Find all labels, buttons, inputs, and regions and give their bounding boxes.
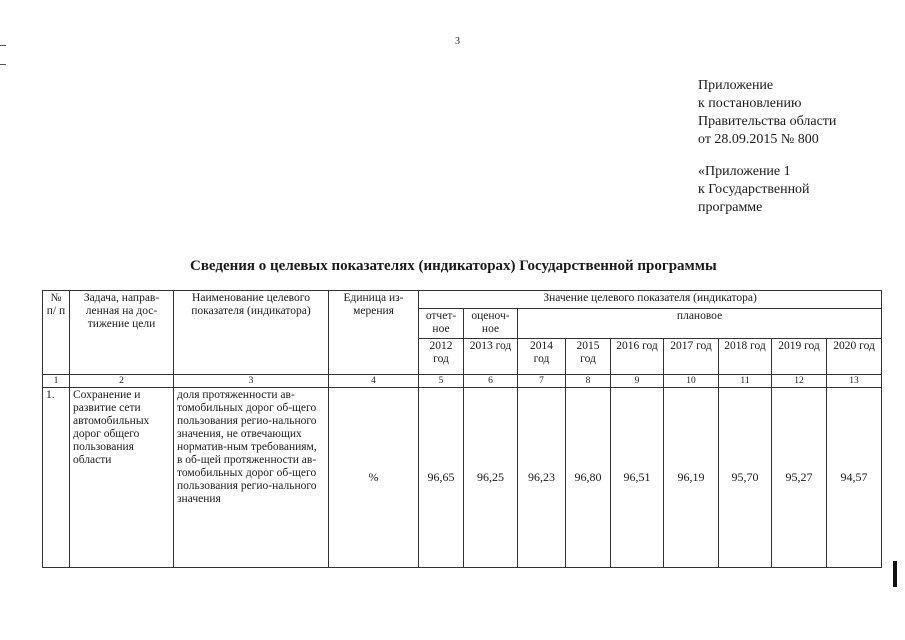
column-number: 12 [772, 375, 827, 388]
year-cell: 2019 год [772, 339, 827, 375]
header-reported: отчет-ное [419, 309, 464, 339]
row-indicator: доля протяженности ав-томобильных дорог об-щего пользования регио-нального значения, не отвечающих норматив-ным требованиям, в об-щей протяженности ав-томобильных дорог об-щего пользования регио-нального значения [174, 388, 329, 568]
column-number: 8 [566, 375, 611, 388]
column-number: 3 [174, 375, 329, 388]
row-value: 96,23 [518, 388, 566, 568]
column-number: 5 [419, 375, 464, 388]
appendix-prev-line: к Государственной [698, 182, 810, 197]
margin-mark [0, 64, 6, 65]
year-cell: 2020 год [827, 339, 882, 375]
row-value: 96,65 [419, 388, 464, 568]
row-value: 96,25 [464, 388, 518, 568]
year-cell: 2018 год [719, 339, 772, 375]
year-cell: 2017 год [664, 339, 719, 375]
margin-mark [0, 45, 6, 46]
header-no: № п/ п [43, 291, 70, 375]
column-number: 10 [664, 375, 719, 388]
appendix-line: к постановлению [698, 96, 802, 111]
column-number: 2 [70, 375, 174, 388]
column-number: 4 [329, 375, 419, 388]
appendix-line: от 28.09.2015 № 800 [698, 132, 819, 147]
year-cell: 2014 год [518, 339, 566, 375]
table-row [43, 388, 882, 568]
row-unit: % [329, 388, 419, 568]
appendix-line: Правительства области [698, 114, 837, 129]
header-indicator: Наименование целевого показателя (индикатора) [174, 291, 329, 375]
appendix-prev-block [698, 163, 810, 217]
row-no: 1. [43, 388, 70, 568]
row-task: Сохранение и развитие сети автомобильных дорог общего пользования области [70, 388, 174, 568]
header-estimated: оценоч-ное [464, 309, 518, 339]
row-value: 94,57 [827, 388, 882, 568]
column-number: 7 [518, 375, 566, 388]
appendix-prev-line: программе [698, 200, 763, 215]
indicators-table [42, 290, 882, 568]
row-value: 96,51 [611, 388, 664, 568]
row-value: 95,70 [719, 388, 772, 568]
header-planned: плановое [518, 309, 882, 339]
header-task: Задача, направ-ленная на дос-тижение цели [70, 291, 174, 375]
page-edge-mark [893, 561, 897, 587]
row-value: 96,19 [664, 388, 719, 568]
year-cell: 2012 год [419, 339, 464, 375]
header-value: Значение целевого показателя (индикатора) [419, 291, 882, 309]
column-number: 6 [464, 375, 518, 388]
header-unit: Единица из-мерения [329, 291, 419, 375]
document-title: Сведения о целевых показателях (индикаторах) Государственной программы [190, 258, 717, 274]
appendix-line: Приложение [698, 78, 774, 93]
row-value: 95,27 [772, 388, 827, 568]
appendix-block [698, 77, 836, 149]
column-number: 9 [611, 375, 664, 388]
row-value: 96,80 [566, 388, 611, 568]
page-number: 3 [455, 36, 460, 47]
column-number: 1 [43, 375, 70, 388]
year-cell: 2013 год [464, 339, 518, 375]
column-number: 11 [719, 375, 772, 388]
appendix-prev-line: «Приложение 1 [698, 164, 791, 179]
column-number: 13 [827, 375, 882, 388]
year-cell: 2016 год [611, 339, 664, 375]
year-cell: 2015 год [566, 339, 611, 375]
